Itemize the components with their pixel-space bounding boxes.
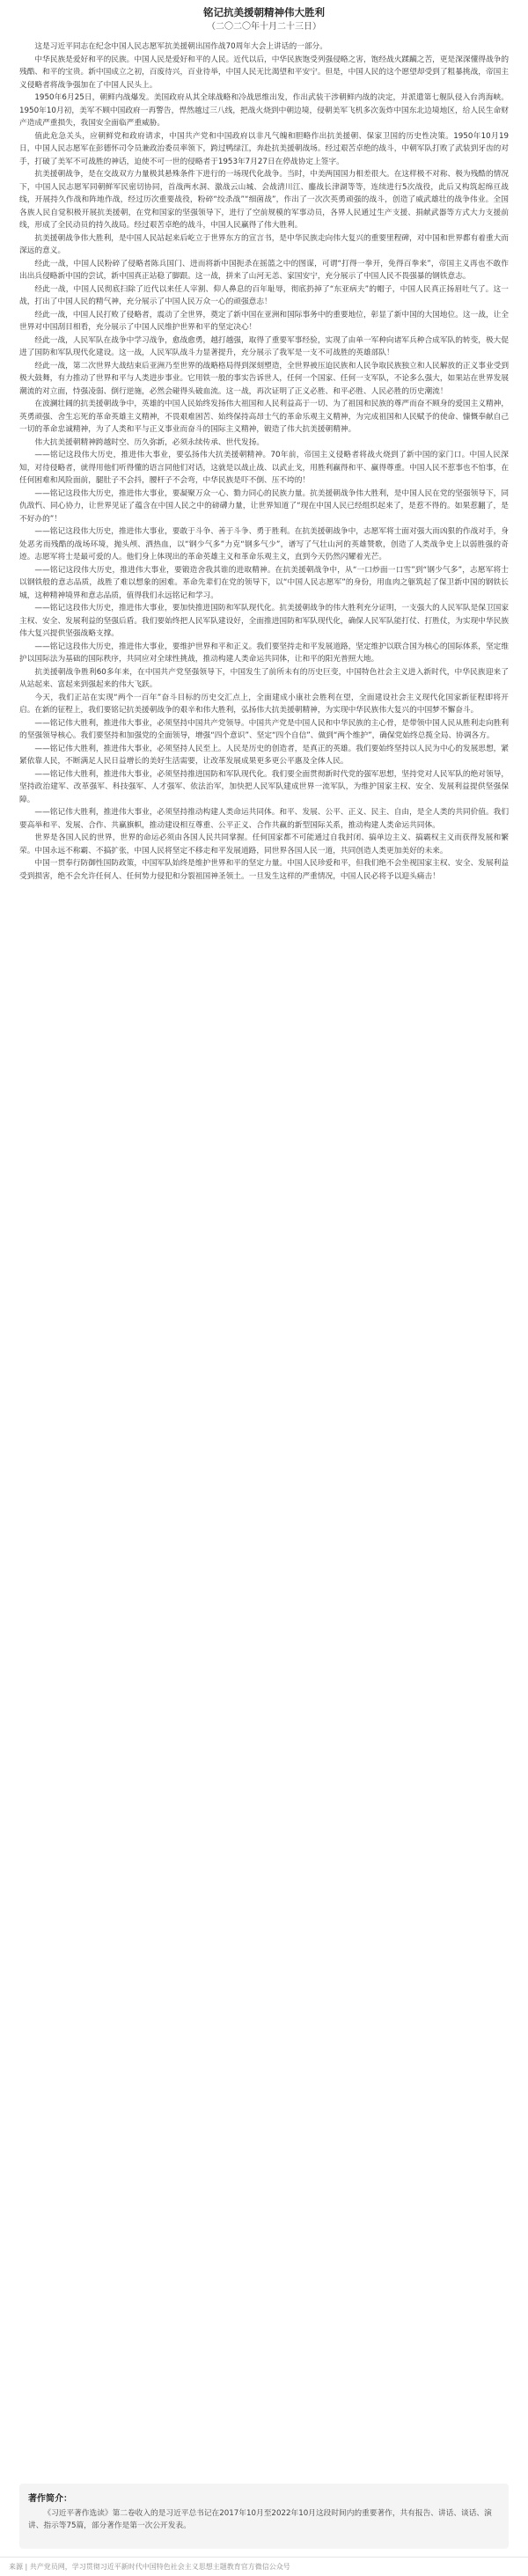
paragraph: 伟大抗美援朝精神跨越时空、历久弥新，必须永续传承、世代发扬。 — [34, 437, 265, 447]
paragraph: 经此一战，中国人民彻底扫除了近代以来任人宰割、仰人鼻息的百年耻辱，彻底扔掉了“东亚病夫”的帽子，中国人民真正扬眉吐气了。这一战，打出了中国人民的精气神，充分展示了中国人民万众一心的顽强意志！ — [19, 284, 509, 306]
article — [0, 0, 528, 883]
paragraph: 中华民族是爱好和平的民族。中国人民是爱好和平的人民。近代以后，中华民族饱受列强侵略之害，饱经战火蹂躏之苦，更是深深懂得战争的残酷、和平的宝贵。新中国成立之初，百废待兴，百业待举，中国人民无比渴望和平安宁。但是，中国人民的这个愿望却受到了粗暴挑战，帝国主义侵略者将战争强加在了中国人民头上。 — [19, 55, 510, 90]
paragraph: 1950年6月25日，朝鲜内战爆发。美国政府从其全球战略和冷战思维出发，作出武装干涉朝鲜内战的决定，并派遣第七舰队侵入台湾海峡。1950年10月初，美军不顾中国政府一再警告，悍然越过三八线，把战火烧到中朝边境，侵朝美军飞机多次轰炸中国东北边境地区，给人民生命财产造成严重损失，我国安全面临严重威胁。 — [19, 93, 509, 128]
paragraph: 在波澜壮阔的抗美援朝战争中，英雄的中国人民始终发扬伟大祖国和人民利益高于一切、为了祖国和民族的尊严而奋不顾身的爱国主义精神，英勇顽强、舍生忘死的革命英雄主义精神，不畏艰难困苦、始终保持高昂士气的革命乐观主义精神，为完成祖国和人民赋予的使命、慷慨奉献自己一切的革命忠诚精神，为了人类和平与正义事业而奋斗的国际主义精神，锻造了伟大抗美援朝精神。 — [19, 400, 510, 434]
paragraph: ——铭记这段伟大历史，推进伟大事业，要敢于斗争、善于斗争、勇于胜利。在抗美援朝战争中，志愿军将士面对强大而凶狠的作战对手，身处恶劣而残酷的战场环境，抛头颅、洒热血，以“钢少气多”力克“钢多气少”，谱写了气壮山河的英雄赞歌，创造了人类战争史上以弱胜强的奇迹。志愿军将士是最可爱的人。他们身上体现出的革命英雄主义和革命乐观主义，直到今天仍然闪耀着光芒。 — [19, 527, 510, 561]
paragraph: 值此危急关头，应朝鲜党和政府请求，中国共产党和中国政府以非凡气魄和胆略作出抗美援朝、保家卫国的历史性决策。1950年10月19日，中国人民志愿军在彭德怀司令员兼政治委员率领下，跨过鸭绿江，奔赴抗美援朝战场。经过艰苦卓绝的战斗，中朝军队打败了武装到牙齿的对手，打破了美军不可战胜的神话，迫使不可一世的侵略者于1953年7月27日在停战协定上签字。 — [19, 131, 509, 166]
author-intro-box — [19, 2484, 509, 2549]
paragraph: ——铭记这段伟大历史，推进伟大事业，要弘扬伟大抗美援朝精神。70年前，帝国主义侵略者将战火烧到了新中国的家门口。中国人民深知，对待侵略者，就得用他们听得懂的语言同他们对话，这就是以战止战、以武止戈，用胜利赢得和平、赢得尊重。中国人民不惹事也不怕事，在任何困难和风险面前，腿肚子不会抖，腰杆子不会弯，中华民族是吓不倒、压不垮的！ — [19, 451, 509, 485]
paragraph: 经此一战，中国人民粉碎了侵略者陈兵国门、进而将新中国扼杀在摇篮之中的图谋，可谓“打得一拳开，免得百拳来”，帝国主义再也不敢作出出兵侵略新中国的尝试，新中国真正站稳了脚跟。这一战，拼来了山河无恙、家国安宁，充分展示了中国人民不畏强暴的钢铁意志。 — [19, 259, 509, 281]
paragraph: ——铭记这段伟大历史，推进伟大事业，要加快推进国防和军队现代化。抗美援朝战争的伟大胜利充分证明，一支强大的人民军队是保卫国家主权、安全、发展利益的坚强后盾。我们要始终把人民军队建设好，全面推进国防和军队现代化，确保人民军队能打仗、打胜仗，为实现中华民族伟大复兴提供坚强战略支撑。 — [19, 604, 510, 638]
paragraph: ——铭记伟大胜利，推进伟大事业，必须坚持推动构建人类命运共同体。和平、发展、公平、正义、民主、自由，是全人类的共同价值。我们要高举和平、发展、合作、共赢旗帜，推动建设相互尊重、公平正义、合作共赢的新型国际关系，推动构建人类命运共同体。 — [19, 808, 510, 830]
paragraph: ——铭记这段伟大历史，推进伟大事业，要锻造舍我其谁的进取精神。在抗美援朝战争中，从“一口炒面一口雪”到“钢少气多”，志愿军将士以钢铁般的意志品质，战胜了难以想象的困难。革命先辈们在党的领导下，以“中国人民志愿军”的身份，用血肉之躯筑起了保卫新中国的钢铁长城，这种精神境界和意志品质，值得我们永远铭记和学习。 — [19, 565, 509, 600]
paragraph: 抗美援朝战争胜利60多年来，在中国共产党坚强领导下，中国发生了前所未有的历史巨变，中国特色社会主义进入新时代，中华民族迎来了从站起来、富起来到强起来的伟大飞跃。 — [19, 667, 509, 689]
source-footer: 来源 | 共产党员网，学习贯彻习近平新时代中国特色社会主义思想主题教育官方微信公众号 — [0, 2557, 528, 2576]
paragraph: ——铭记伟大胜利，推进伟大事业，必须坚持人民至上。人民是历史的创造者，是真正的英雄。我们要始终坚持以人民为中心的发展思想，紧紧依靠人民，不断满足人民日益增长的美好生活需要，让改革发展成果更多更公平惠及全体人民。 — [19, 744, 510, 766]
paragraph: ——铭记这段伟大历史，推进伟大事业，要维护世界和平和正义。我们要坚持走和平发展道路，坚定维护以联合国为核心的国际体系，坚定维护以国际法为基础的国际秩序，共同应对全球性挑战，推动构建人类命运共同体，让和平的阳光普照大地。 — [19, 642, 510, 664]
paragraph: 今天，我们正站在实现“两个一百年”奋斗目标的历史交汇点上，全面建成小康社会胜利在望，全面建设社会主义现代化国家新征程即将开启。在新的征程上，我们要铭记抗美援朝战争的艰辛和伟大胜利，弘扬伟大抗美援朝精神，为实现中华民族伟大复兴的中国梦不懈奋斗。 — [19, 693, 509, 715]
paragraph: 世界是各国人民的世界，世界的命运必须由各国人民共同掌握。任何国家都不可能通过自我封闭、搞单边主义、搞霸权主义而获得发展和繁荣。中国永远不称霸、不搞扩张，中国人民将坚定不移走和平发展道路，同世界各国人民一道，共同创造人类更加美好的未来。 — [19, 833, 509, 855]
paragraph: 抗美援朝战争，是在交战双方力量极其悬殊条件下进行的一场现代化战争。当时，中美两国国力相差很大。在这样极不对称、极为残酷的情况下，中国人民志愿军同朝鲜军民密切协同，首战两水洞、激战云山城、会战清川江、鏖战长津湖等等，连续进行5次战役，此后又构筑起绵亘战线，开展持久作战和阵地作战，经过历次重要战役，粉碎“绞杀战”“细菌战”，作出了一次次英勇顽强的战斗，创造了威武雄壮的战争伟业。全国各族人民自觉积极开展抗美援朝，在党和国家的坚强领导下，进行了空前规模的军事动员，各界人民通过生产支援、捐献武器等方式大力支援前线，形成了全民动员的持久战局。经过艰苦卓绝的战斗，中国人民赢得了伟大胜利。 — [19, 170, 510, 230]
author-intro-text: 《习近平著作选读》第二卷收入的是习近平总书记在2017年10月至2022年10月这段时间内的重要著作，共有报告、讲话、谈话、演讲、指示等75篇，部分著作是第一次公开发表。 — [28, 2509, 492, 2530]
paragraph: 经此一战，第二次世界大战结束后亚洲乃至世界的战略格局得到深刻塑造，全世界被压迫民族和人民争取民族独立和人民解放的正义事业受到极大鼓舞，有力推动了世界和平与人类进步事业。它用铁一般的事实告诉世人，任何一个国家、任何一支军队，不论多么强大，如果站在世界发展潮流的对立面，恃强凌弱、倒行逆施，必然会碰得头破血流。这一战，再次证明了正义必胜、和平必胜、人民必胜的历史潮流！ — [19, 361, 510, 396]
article-title: 铭记抗美援朝精神伟大胜利 — [203, 6, 325, 18]
paragraph: ——铭记这段伟大历史，推进伟大事业，要凝聚万众一心、勠力同心的民族力量。抗美援朝战争伟大胜利，是中国人民在党的坚强领导下，同仇敌忾、同心协力，让世界见证了蕴含在中国人民之中的磅礴力量，让世界知道了“现在中国人民已经组织起来了，是惹不得的。如果惹翻了，是不好办的”！ — [19, 488, 510, 524]
article-body — [19, 40, 509, 883]
article-date: （二〇二〇年十月二十三日） — [207, 22, 321, 32]
paragraph: 抗美援朝战争伟大胜利，是中国人民站起来后屹立于世界东方的宣言书，是中华民族走向伟大复兴的重要里程碑，对中国和世界都有着重大而深远的意义。 — [19, 233, 510, 255]
paragraph: 中国一贯奉行防御性国防政策，中国军队始终是维护世界和平的坚定力量。中国人民珍爱和平，但我们绝不会坐视国家主权、安全、发展利益受到损害，绝不会允许任何人、任何势力侵犯和分裂祖国神圣领土。一旦发生这样的严重情况，中国人民必将予以迎头痛击！ — [19, 859, 510, 881]
paragraph: ——铭记伟大胜利，推进伟大事业，必须坚持中国共产党领导。中国共产党是中国人民和中华民族的主心骨，是带领中国人民从胜利走向胜利的坚强领导核心。我们要坚持和加强党的全面领导，增强“四个意识”、坚定“四个自信”、做到“两个维护”，确保党始终总揽全局、协调各方。 — [19, 718, 510, 740]
paragraph: 经此一战，中国人民打败了侵略者，震动了全世界，奠定了新中国在亚洲和国际事务中的重要地位，彰显了新中国的大国地位。这一战，让全世界对中国刮目相看，充分展示了中国人民维护世界和平的坚定决心！ — [19, 310, 510, 332]
paragraph: ——铭记伟大胜利，推进伟大事业，必须坚持推进国防和军队现代化。我们要全面贯彻新时代党的强军思想，坚持党对人民军队的绝对领导，坚持政治建军、改革强军、科技强军、人才强军、依法治军，加快把人民军队建成世界一流军队，为维护国家主权、安全、发展利益提供坚强保障。 — [19, 769, 510, 804]
author-intro-heading: 著作简介： — [28, 2494, 72, 2504]
paragraph: 这是习近平同志在纪念中国人民志愿军抗美援朝出国作战70周年大会上讲话的一部分。 — [34, 42, 327, 51]
paragraph: 经此一战，人民军队在战争中学习战争，愈战愈勇，越打越强，取得了重要军事经验，实现了由单一军种向诸军兵种合成军队的转变，极大促进了国防和军队现代化建设。这一战，人民军队战斗力显著提升，充分展示了我军是一支不可战胜的英雄部队！ — [19, 335, 510, 357]
